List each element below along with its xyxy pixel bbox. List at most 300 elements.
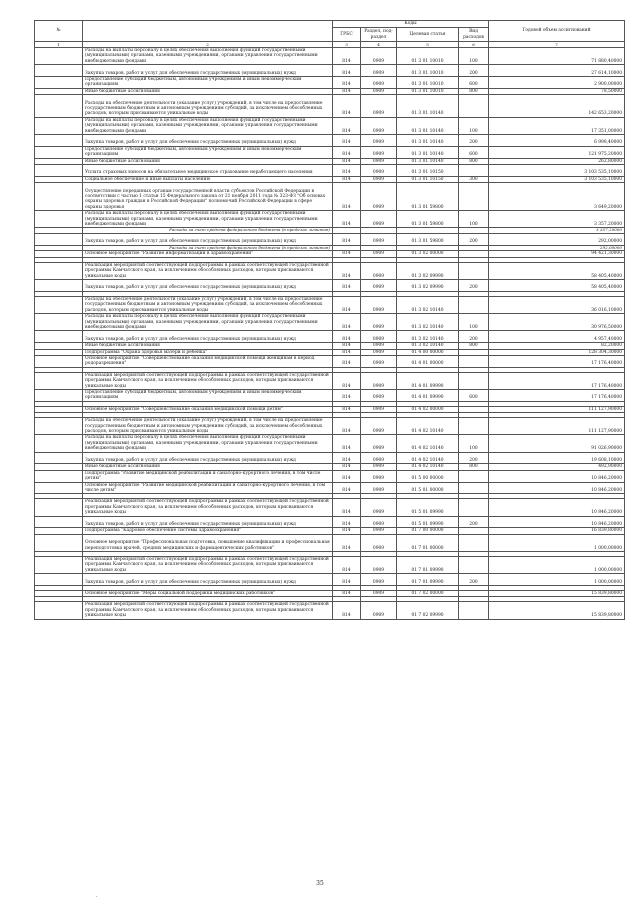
name-cell: Предоставление субсидий бюджетным, автономным учреждениям и иным некоммерческим организациям xyxy=(83,146,333,158)
column-number: 5 xyxy=(397,42,459,48)
target-cell: 01 3 01 10010 xyxy=(397,65,459,77)
section-cell: 0909 xyxy=(361,574,397,586)
header-codes: Коды xyxy=(333,21,489,28)
amount-cell: 3 103 535,10000 xyxy=(489,176,625,182)
table-row xyxy=(35,234,625,246)
section-cell: 0909 xyxy=(361,88,397,94)
section-cell: 0909 xyxy=(361,183,397,211)
grbs-cell: 814 xyxy=(333,470,361,482)
row-number-cell xyxy=(35,135,83,147)
amount-cell: 78,50000 xyxy=(489,88,625,94)
name-cell: Подпрограмма "Охрана здоровья матери и ребенка" xyxy=(83,349,333,355)
target-cell: 01 3 01 10010 xyxy=(397,48,459,65)
name-cell: Иные бюджетные ассигнования xyxy=(83,88,333,94)
amount-cell: 292,00000 xyxy=(489,234,625,246)
amount-cell: 58 405,40000 xyxy=(489,280,625,292)
grbs-cell: 814 xyxy=(333,406,361,412)
target-cell: 01 4 01 09990 xyxy=(397,389,459,401)
section-cell: 0909 xyxy=(361,591,397,597)
vr-cell xyxy=(459,557,489,574)
table-row xyxy=(35,534,625,551)
name-cell: Расходы на выплаты персоналу в целях обеспечения выполнения функций государственными (муниципальными) органами, казенными учреждениями, органами управления государственными внебюджетными фондами xyxy=(83,48,333,65)
table-row xyxy=(35,211,625,228)
name-cell: Уплата страховых взносов на обязательное медицинское страхование неработающего населения xyxy=(83,165,333,177)
row-number-cell xyxy=(35,165,83,177)
amount-cell: 15 839,80000 xyxy=(489,602,625,619)
section-cell: 0909 xyxy=(361,48,397,65)
target-cell: 01 3 02 10140 xyxy=(397,343,459,349)
grbs-cell: 814 xyxy=(333,234,361,246)
vr-cell xyxy=(459,499,489,516)
name-cell: Расходы на выплаты персоналу в целях обеспечения выполнения функций государственными (муниципальными) органами, казенными учреждениями, органами управления государственными внебюджетными фондами xyxy=(83,435,333,452)
grbs-cell: 814 xyxy=(333,464,361,470)
target-cell: 01 4 02 10140 xyxy=(397,452,459,464)
name-cell: Реализация мероприятий соответствующей подпрограммы в рамках соответствующей государственной программы Камчатского края, за исключением обособленных расходов, которым присваиваются уникальные коды xyxy=(83,557,333,574)
table-row xyxy=(35,435,625,452)
target-cell: 01 7 01 09990 xyxy=(397,574,459,586)
vr-cell: 800 xyxy=(459,158,489,164)
table-row xyxy=(35,262,625,279)
grbs-cell: 814 xyxy=(333,183,361,211)
target-cell: 01 3 01 10010 xyxy=(397,77,459,89)
header-no: № xyxy=(35,21,83,42)
row-number-cell xyxy=(35,452,83,464)
target-cell: 01 3 01 10140 xyxy=(397,146,459,158)
section-cell: 0909 xyxy=(361,65,397,77)
header-amount: Годовой объем ассигнований xyxy=(489,21,625,42)
table-row xyxy=(35,557,625,574)
amount-cell: 128 304,30000 xyxy=(489,349,625,355)
section-cell: 0909 xyxy=(361,516,397,528)
section-cell: 0909 xyxy=(361,389,397,401)
column-number: 7 xyxy=(489,42,625,48)
target-cell: 01 3 01 10140 xyxy=(397,135,459,147)
target-cell: 01 3 02 00000 xyxy=(397,251,459,257)
section-cell: 0909 xyxy=(361,557,397,574)
header-name xyxy=(83,21,333,42)
section-cell: 0909 xyxy=(361,251,397,257)
row-number-cell xyxy=(35,574,83,586)
header-target: Целевая статья xyxy=(397,28,459,42)
row-number-cell xyxy=(35,48,83,65)
name-cell: Расходы на выплаты персоналу в целях обеспечения выполнения функций государственными (муниципальными) органами, казенными учреждениями, органами управления государственными внебюджетными фондами xyxy=(83,211,333,228)
grbs-cell: 814 xyxy=(333,251,361,257)
name-cell: Реализация мероприятий соответствующей подпрограммы в рамках соответствующей государственной программы Камчатского края, за исключением обособленных расходов, которым присваиваются уникальные коды xyxy=(83,499,333,516)
name-cell: Основное мероприятие "Совершенствование оказания медицинской помощи детям" xyxy=(83,406,333,412)
grbs-cell: 814 xyxy=(333,296,361,313)
grbs-cell: 814 xyxy=(333,117,361,134)
target-cell: 01 4 00 00000 xyxy=(397,349,459,355)
grbs-cell: 814 xyxy=(333,355,361,367)
amount-cell: 2 900,00000 xyxy=(489,77,625,89)
amount-cell: 17 176,40000 xyxy=(489,389,625,401)
row-number-cell xyxy=(35,77,83,89)
section-cell: 0909 xyxy=(361,406,397,412)
grbs-cell: 814 xyxy=(333,528,361,534)
grbs-cell: 814 xyxy=(333,135,361,147)
name-cell: Основное мероприятие "Развитие информатизации в здравоохранении" xyxy=(83,251,333,257)
vr-cell xyxy=(459,372,489,389)
header-vr: Вид расходов xyxy=(459,28,489,42)
vr-cell xyxy=(459,95,489,118)
target-cell: 01 3 01 59800 xyxy=(397,211,459,228)
amount-cell: 262,80000 xyxy=(489,158,625,164)
amount-cell: 4 957,40000 xyxy=(489,331,625,343)
target-cell: 01 5 01 00000 xyxy=(397,482,459,494)
section-cell: 0909 xyxy=(361,435,397,452)
amount-cell: 27 614,10000 xyxy=(489,65,625,77)
vr-cell: 200 xyxy=(459,280,489,292)
name-cell: Иные бюджетные ассигнования xyxy=(83,158,333,164)
vr-cell xyxy=(459,262,489,279)
vr-cell: 100 xyxy=(459,435,489,452)
table-row xyxy=(35,470,625,482)
grbs-cell: 814 xyxy=(333,262,361,279)
name-cell: Закупка товаров, работ и услуг для обеспечения государственных (муниципальных) нужд xyxy=(83,65,333,77)
table-row xyxy=(35,482,625,494)
vr-cell: 300 xyxy=(459,176,489,182)
vr-cell: 800 xyxy=(459,88,489,94)
grbs-cell: 814 xyxy=(333,372,361,389)
name-cell: Расходы на обеспечение деятельности (оказание услуг) учреждений, в том числе на предоставление государственным бюджетным и автономным учреждениям субсидий, за исключением обособленных расходов, которым присваиваются уникальные коды xyxy=(83,95,333,118)
grbs-cell: 814 xyxy=(333,88,361,94)
target-cell: 01 7 00 00000 xyxy=(397,528,459,534)
row-number-cell xyxy=(35,470,83,482)
grbs-cell: 814 xyxy=(333,280,361,292)
section-cell: 0909 xyxy=(361,158,397,164)
row-number-cell xyxy=(35,183,83,211)
name-cell: Расходы за счет средств федерального бюджета (в пределах лимитов) xyxy=(83,245,333,251)
column-number: 2 xyxy=(83,42,333,48)
column-number: 6 xyxy=(459,42,489,48)
vr-cell xyxy=(459,418,489,435)
scan-mark: . xyxy=(96,893,98,899)
table-row xyxy=(35,146,625,158)
name-cell: Расходы на обеспечение деятельности (оказание услуг) учреждений, в том числе на предоставление государственным бюджетным и автономным учреждениям субсидий, за исключением обособленных расходов, которым присваиваются уникальные коды xyxy=(83,418,333,435)
amount-cell: 1 000,00000 xyxy=(489,534,625,551)
vr-cell: 200 xyxy=(459,65,489,77)
row-number-cell xyxy=(35,499,83,516)
amount-cell: 30 976,50000 xyxy=(489,314,625,331)
grbs-cell: 814 xyxy=(333,557,361,574)
grbs-cell: 814 xyxy=(333,158,361,164)
row-number-cell xyxy=(35,389,83,401)
vr-cell xyxy=(459,355,489,367)
row-number-cell xyxy=(35,482,83,494)
vr-cell xyxy=(459,183,489,211)
section-cell: 0909 xyxy=(361,482,397,494)
table-row xyxy=(35,95,625,118)
row-number-cell xyxy=(35,372,83,389)
grbs-cell: 814 xyxy=(333,452,361,464)
section-cell: 0909 xyxy=(361,602,397,619)
amount-cell: 17 176,40000 xyxy=(489,372,625,389)
table-row xyxy=(35,355,625,367)
section-cell: 0909 xyxy=(361,135,397,147)
section-cell: 0909 xyxy=(361,234,397,246)
vr-cell xyxy=(459,296,489,313)
table-row xyxy=(35,372,625,389)
target-cell: 01 3 02 09990 xyxy=(397,262,459,279)
section-cell: 0909 xyxy=(361,499,397,516)
section-cell: 0909 xyxy=(361,355,397,367)
target-cell: 01 7 01 00000 xyxy=(397,534,459,551)
table-row xyxy=(35,48,625,65)
name-cell: Закупка товаров, работ и услуг для обеспечения государственных (муниципальных) нужд xyxy=(83,516,333,528)
amount-cell: 121 975,20000 xyxy=(489,146,625,158)
vr-cell xyxy=(459,470,489,482)
target-cell: 01 3 01 10140 xyxy=(397,117,459,134)
vr-cell xyxy=(459,534,489,551)
grbs-cell: 814 xyxy=(333,211,361,228)
grbs-cell: 814 xyxy=(333,516,361,528)
grbs-cell: 814 xyxy=(333,314,361,331)
section-cell: 0909 xyxy=(361,262,397,279)
name-cell: Закупка товаров, работ и услуг для обеспечения государственных (муниципальных) нужд xyxy=(83,234,333,246)
section-cell: 0909 xyxy=(361,314,397,331)
table-row xyxy=(35,135,625,147)
table-body xyxy=(35,48,625,620)
amount-cell: 6 998,40000 xyxy=(489,135,625,147)
table-row xyxy=(35,65,625,77)
amount-cell: 82,20000 xyxy=(489,343,625,349)
name-cell: Закупка товаров, работ и услуг для обеспечения государственных (муниципальных) нужд xyxy=(83,135,333,147)
amount-cell: 91 026,90000 xyxy=(489,435,625,452)
section-cell: 0909 xyxy=(361,464,397,470)
grbs-cell: 814 xyxy=(333,435,361,452)
target-cell: 01 4 01 09990 xyxy=(397,372,459,389)
vr-cell: 800 xyxy=(459,464,489,470)
target-cell: 01 4 02 10140 xyxy=(397,435,459,452)
table-row xyxy=(35,516,625,528)
row-number-cell xyxy=(35,534,83,551)
target-cell: 01 3 01 10150 xyxy=(397,165,459,177)
section-cell: 0909 xyxy=(361,470,397,482)
grbs-cell: 814 xyxy=(333,65,361,77)
name-cell: Предоставление субсидий бюджетным, автономным учреждениям и иным некоммерческим организациям xyxy=(83,77,333,89)
header-grbs: ГРБС xyxy=(333,28,361,42)
table-row xyxy=(35,389,625,401)
vr-cell: 200 xyxy=(459,574,489,586)
table-row xyxy=(35,452,625,464)
document-page xyxy=(34,20,624,620)
row-number-cell xyxy=(35,95,83,118)
table-row xyxy=(35,296,625,313)
row-number-cell xyxy=(35,418,83,435)
grbs-cell: 814 xyxy=(333,418,361,435)
row-number-cell xyxy=(35,262,83,279)
amount-cell: 17 176,40000 xyxy=(489,355,625,367)
amount-cell: 16 839,80000 xyxy=(489,528,625,534)
amount-cell: 17 351,00000 xyxy=(489,117,625,134)
target-cell: 01 3 02 10140 xyxy=(397,296,459,313)
section-cell: 0909 xyxy=(361,77,397,89)
section-cell: 0909 xyxy=(361,528,397,534)
table-row xyxy=(35,165,625,177)
vr-cell: 600 xyxy=(459,389,489,401)
target-cell: 01 3 02 10140 xyxy=(397,314,459,331)
header-section: Раздел, под-раздел xyxy=(361,28,397,42)
target-cell: 01 3 01 10140 xyxy=(397,158,459,164)
table-row xyxy=(35,574,625,586)
target-cell: 01 5 01 09990 xyxy=(397,499,459,516)
amount-cell: 36 016,10000 xyxy=(489,296,625,313)
name-cell: Расходы на выплаты персоналу в целях обеспечения выполнения функций государственными (муниципальными) органами, казенными учреждениями, органами управления государственными внебюджетными фондами xyxy=(83,117,333,134)
table-row xyxy=(35,418,625,435)
grbs-cell: 814 xyxy=(333,343,361,349)
target-cell: 01 3 01 59800 xyxy=(397,183,459,211)
amount-cell: 111 127,90000 xyxy=(489,406,625,412)
target-cell: 01 3 01 59800 xyxy=(397,234,459,246)
grbs-cell: 814 xyxy=(333,95,361,118)
name-cell: Расходы на обеспечение деятельности (оказание услуг) учреждений, в том числе на предоставление государственным бюджетным и автономным учреждениям субсидий, за исключением обособленных расходов, которым присваиваются уникальные коды xyxy=(83,296,333,313)
target-cell: 01 7 02 00000 xyxy=(397,591,459,597)
table-row xyxy=(35,280,625,292)
column-number: 4 xyxy=(361,42,397,48)
row-number-cell xyxy=(35,234,83,246)
name-cell: Закупка товаров, работ и услуг для обеспечения государственных (муниципальных) нужд xyxy=(83,574,333,586)
name-cell: Предоставление субсидий бюджетным, автономным учреждениям и иным некоммерческим организациям xyxy=(83,389,333,401)
amount-cell: 1 000,00000 xyxy=(489,557,625,574)
target-cell: 01 3 02 09990 xyxy=(397,280,459,292)
section-cell: 0909 xyxy=(361,343,397,349)
section-cell: 0909 xyxy=(361,165,397,177)
amount-cell: 58 405,40000 xyxy=(489,262,625,279)
name-cell: Осуществление переданных органам государственной власти субъектов Российской Федерации в соответствии с частью 1 статьи 15 Федерального закона от 21 ноября 2011 года № 323-ФЗ "Об основах охраны здоровья граждан в Российской Федерации" полномочий Российской Федерации в сфере охраны здоровья xyxy=(83,183,333,211)
section-cell: 0909 xyxy=(361,452,397,464)
row-number-cell xyxy=(35,331,83,343)
grbs-cell: 814 xyxy=(333,499,361,516)
vr-cell xyxy=(459,602,489,619)
grbs-cell: 814 xyxy=(333,165,361,177)
grbs-cell: 814 xyxy=(333,176,361,182)
amount-cell: 94 421,30000 xyxy=(489,251,625,257)
name-cell: Реализация мероприятий соответствующей подпрограммы в рамках соответствующей государственной программы Камчатского края, за исключением обособленных расходов, которым присваиваются уникальные коды xyxy=(83,602,333,619)
amount-cell: 3 103 535,10000 xyxy=(489,165,625,177)
grbs-cell: 814 xyxy=(333,48,361,65)
vr-cell: 100 xyxy=(459,117,489,134)
name-cell: Расходы за счет средств федерального бюджета (в пределах лимитов) xyxy=(83,228,333,234)
amount-cell: 142 653,20000 xyxy=(489,95,625,118)
vr-cell: 200 xyxy=(459,516,489,528)
grbs-cell: 814 xyxy=(333,534,361,551)
amount-cell: 292,00000 xyxy=(489,245,625,251)
amount-cell: 71 880,40000 xyxy=(489,48,625,65)
grbs-cell: 814 xyxy=(333,482,361,494)
section-cell: 0909 xyxy=(361,534,397,551)
section-cell: 0909 xyxy=(361,280,397,292)
table-row xyxy=(35,331,625,343)
name-cell: Иные бюджетные ассигнования xyxy=(83,343,333,349)
name-cell: Закупка товаров, работ и услуг для обеспечения государственных (муниципальных) нужд xyxy=(83,331,333,343)
target-cell: 01 4 02 10140 xyxy=(397,418,459,435)
section-cell: 0909 xyxy=(361,211,397,228)
amount-cell: 492,90000 xyxy=(489,464,625,470)
name-cell: Иные бюджетные ассигнования xyxy=(83,464,333,470)
target-cell: 01 5 00 00000 xyxy=(397,470,459,482)
row-number-cell xyxy=(35,280,83,292)
section-cell: 0909 xyxy=(361,117,397,134)
section-cell: 0909 xyxy=(361,176,397,182)
table-row xyxy=(35,77,625,89)
section-cell: 0909 xyxy=(361,95,397,118)
row-number-cell xyxy=(35,557,83,574)
section-cell: 0909 xyxy=(361,349,397,355)
amount-cell: 19 608,10000 xyxy=(489,452,625,464)
row-number-cell xyxy=(35,435,83,452)
vr-cell: 200 xyxy=(459,452,489,464)
vr-cell: 200 xyxy=(459,135,489,147)
name-cell: Основное мероприятие "Развитие медицинской реабилитации и санаторно-курортного лечения, в том числе детям" xyxy=(83,482,333,494)
name-cell: Основное мероприятие "Совершенствование оказания медицинской помощи женщинам в период родоразрешения" xyxy=(83,355,333,367)
section-cell: 0909 xyxy=(361,296,397,313)
grbs-cell: 814 xyxy=(333,602,361,619)
amount-cell: 10 846,20000 xyxy=(489,499,625,516)
row-number-cell xyxy=(35,602,83,619)
vr-cell: 600 xyxy=(459,77,489,89)
grbs-cell: 814 xyxy=(333,331,361,343)
grbs-cell: 814 xyxy=(333,146,361,158)
amount-cell: 15 839,80000 xyxy=(489,591,625,597)
table-row xyxy=(35,602,625,619)
target-cell: 01 4 02 00000 xyxy=(397,406,459,412)
vr-cell: 100 xyxy=(459,211,489,228)
name-cell: Подпрограмма "Кадровое обеспечение системы здравоохранения" xyxy=(83,528,333,534)
name-cell: Реализация мероприятий соответствующей подпрограммы в рамках соответствующей государственной программы Камчатского края, за исключением обособленных расходов, которым присваиваются уникальные коды xyxy=(83,372,333,389)
table-row xyxy=(35,183,625,211)
amount-cell: 3 357,20000 xyxy=(489,228,625,234)
target-cell: 01 4 02 10140 xyxy=(397,464,459,470)
vr-cell: 100 xyxy=(459,48,489,65)
header-row xyxy=(35,21,625,28)
amount-cell: 3 357,20000 xyxy=(489,211,625,228)
name-cell: Основное мероприятие "Меры социальной поддержки медицинских работников" xyxy=(83,591,333,597)
vr-cell xyxy=(459,482,489,494)
grbs-cell: 814 xyxy=(333,574,361,586)
section-cell: 0909 xyxy=(361,418,397,435)
target-cell: 01 3 01 10140 xyxy=(397,95,459,118)
target-cell: 01 7 01 09990 xyxy=(397,557,459,574)
row-number-cell xyxy=(35,355,83,367)
target-cell: 01 4 01 00000 xyxy=(397,355,459,367)
column-number: 1 xyxy=(35,42,83,48)
row-number-cell xyxy=(35,211,83,228)
row-number-cell xyxy=(35,296,83,313)
table-row xyxy=(35,314,625,331)
name-cell: Социальное обеспечение и иные выплаты населению xyxy=(83,176,333,182)
grbs-cell: 814 xyxy=(333,591,361,597)
grbs-cell: 814 xyxy=(333,349,361,355)
budget-table xyxy=(34,20,625,620)
amount-cell: 3 649,20000 xyxy=(489,183,625,211)
name-cell: Основное мероприятие "Профессиональная подготовка, повышение квалификации и профессиональная переподготовка врачей, средних медицинских и фармацевтических работников" xyxy=(83,534,333,551)
amount-cell: 10 846,20000 xyxy=(489,470,625,482)
row-number-cell xyxy=(35,314,83,331)
vr-cell: 800 xyxy=(459,343,489,349)
grbs-cell: 814 xyxy=(333,389,361,401)
target-cell: 01 5 01 09990 xyxy=(397,516,459,528)
row-number-cell xyxy=(35,117,83,134)
amount-cell: 10 846,20000 xyxy=(489,482,625,494)
name-cell: Подпрограмма "Развитие медицинской реабилитации и санаторно-курортного лечения, в том числе детям" xyxy=(83,470,333,482)
target-cell: 01 3 02 10140 xyxy=(397,331,459,343)
target-cell: 01 3 01 10150 xyxy=(397,176,459,182)
name-cell: Закупка товаров, работ и услуг для обеспечения государственных (муниципальных) нужд xyxy=(83,280,333,292)
section-cell: 0909 xyxy=(361,146,397,158)
amount-cell: 1 000,00000 xyxy=(489,574,625,586)
name-cell: Закупка товаров, работ и услуг для обеспечения государственных (муниципальных) нужд xyxy=(83,452,333,464)
section-cell: 0909 xyxy=(361,331,397,343)
